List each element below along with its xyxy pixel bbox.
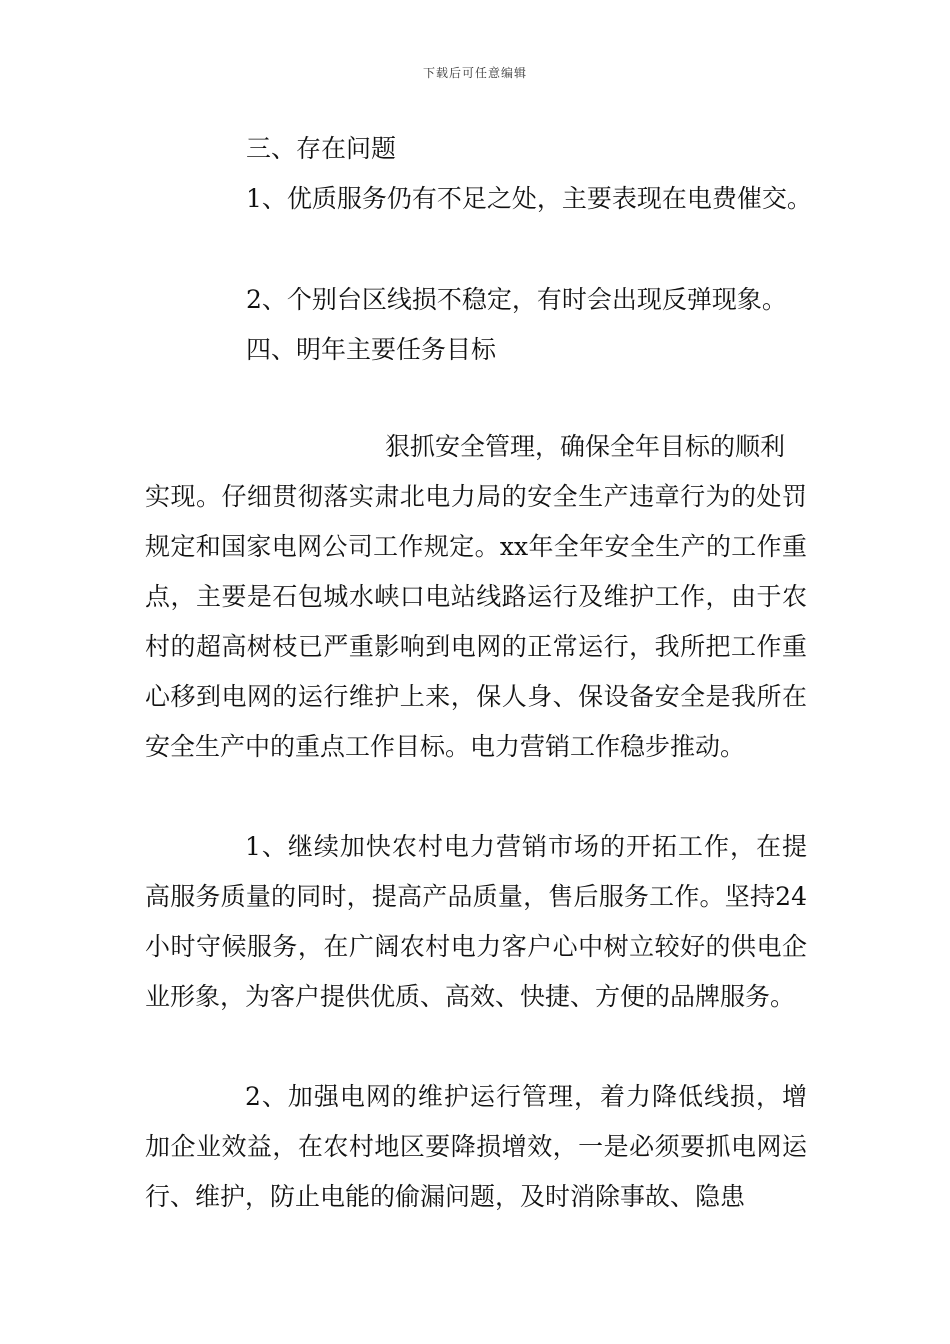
goals-paragraph-safety-body: 实现。仔细贯彻落实肃北电力局的安全生产违章行为的处罚规定和国家电网公司工作规定。xx年全年安全生产的工作重点，主要是石包城水峡口电站线路运行及维护工作，由于农村的超高树枝已严重影响到电网的正常运行，我所把工作重心移到电网的运行维护上来，保人身、保设备安全是我所在安全生产中的重点工作目标。电力营销工作稳步推动。 (145, 482, 807, 761)
goals-paragraph-safety-lead: 狠抓安全管理，确保全年目标的顺利 (385, 432, 786, 461)
section-heading-goals: 四、明年主要任务目标 (246, 335, 497, 364)
problem-item-1: 1、优质服务仍有不足之处，主要表现在电费催交。 (246, 184, 812, 213)
section-heading-problems: 三、存在问题 (246, 134, 397, 163)
goals-item-grid-maintenance: 2、加强电网的维护运行管理，着力降低线损，增加企业效益，在农村地区要降损增效，一是必须要抓电网运行、维护，防止电能的偷漏问题，及时消除事故、隐患 (145, 1082, 807, 1211)
problem-item-2: 2、个别台区线损不稳定，有时会出现反弹现象。 (246, 285, 787, 314)
goals-item-marketing: 1、继续加快农村电力营销市场的开拓工作，在提高服务质量的同时，提高产品质量，售后服务工作。坚持24小时守候服务，在广阔农村电力客户心中树立较好的供电企业形象，为客户提供优质、高效、快捷、方便的品牌服务。 (145, 832, 807, 1011)
page-header-note: 下载后可任意编辑 (422, 66, 527, 80)
goals-paragraph-safety (145, 422, 807, 772)
